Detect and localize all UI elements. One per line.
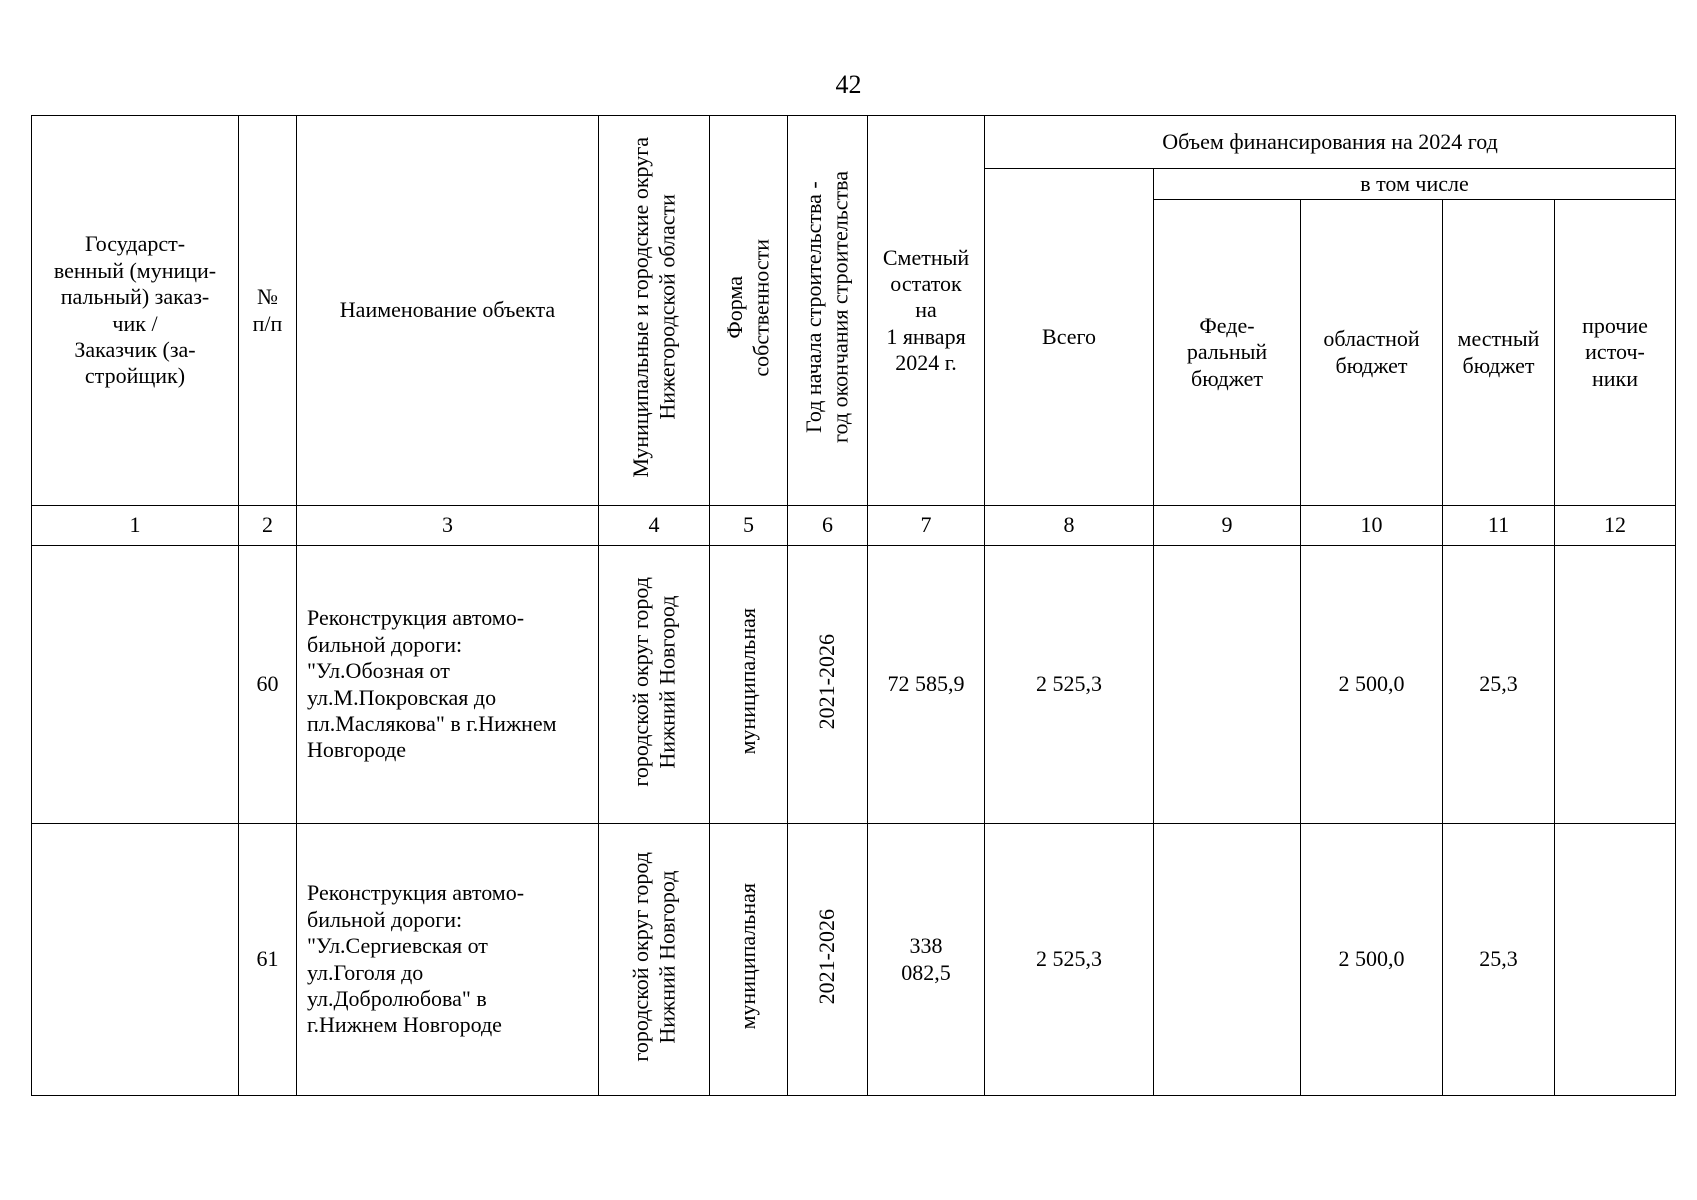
column-number: 1 <box>32 506 239 546</box>
row-customer <box>32 546 239 824</box>
table-row <box>32 546 1676 824</box>
column-number: 9 <box>1154 506 1301 546</box>
row-customer <box>32 824 239 1096</box>
row-ownership: муниципальная <box>710 546 788 824</box>
column-number: 4 <box>599 506 710 546</box>
row-estimate: 72 585,9 <box>868 546 985 824</box>
row-object-name: Реконструкция автомо- бильной дороги: "Ул.Обозная от ул.М.Покровская до пл.Маслякова" в г.Нижнем Новгороде <box>297 546 599 824</box>
row-other <box>1555 824 1676 1096</box>
row-object-name: Реконструкция автомо- бильной дороги: "Ул.Сергиевская от ул.Гоголя до ул.Добролюбова" в г.Нижнем Новгороде <box>297 824 599 1096</box>
header-number: № п/п <box>239 116 297 506</box>
header-customer: Государст- венный (муници- пальный) заказ- чик / Заказчик (за- стройщик) <box>32 116 239 506</box>
column-number: 5 <box>710 506 788 546</box>
header-district: Муниципальные и городские округа Нижегородской области <box>599 116 710 506</box>
column-number: 11 <box>1443 506 1555 546</box>
row-district: городской округ город Нижний Новгород <box>599 824 710 1096</box>
row-total: 2 525,3 <box>985 546 1154 824</box>
row-number: 61 <box>239 824 297 1096</box>
row-district: городской округ город Нижний Новгород <box>599 546 710 824</box>
row-total: 2 525,3 <box>985 824 1154 1096</box>
table-row <box>32 824 1676 1096</box>
row-regional: 2 500,0 <box>1301 546 1443 824</box>
header-object-name: Наименование объекта <box>297 116 599 506</box>
header-estimate: Сметный остаток на 1 января 2024 г. <box>868 116 985 506</box>
header-local: местный бюджет <box>1443 200 1555 506</box>
column-number-row <box>32 506 1676 546</box>
row-number: 60 <box>239 546 297 824</box>
row-local: 25,3 <box>1443 546 1555 824</box>
row-years: 2021-2026 <box>788 824 868 1096</box>
header-total: Всего <box>985 169 1154 506</box>
row-regional: 2 500,0 <box>1301 824 1443 1096</box>
header-other: прочие источ- ники <box>1555 200 1676 506</box>
financing-table <box>31 115 1676 1096</box>
header-federal: Феде- ральный бюджет <box>1154 200 1301 506</box>
column-number: 8 <box>985 506 1154 546</box>
header-regional: областной бюджет <box>1301 200 1443 506</box>
row-years: 2021-2026 <box>788 546 868 824</box>
row-federal <box>1154 546 1301 824</box>
header-years: Год начала строительства - год окончания строительства <box>788 116 868 506</box>
column-number: 12 <box>1555 506 1676 546</box>
header-including: в том числе <box>1154 169 1676 200</box>
row-estimate: 338 082,5 <box>868 824 985 1096</box>
row-other <box>1555 546 1676 824</box>
column-number: 6 <box>788 506 868 546</box>
page-number: 42 <box>835 70 862 99</box>
header-ownership: Форма собственности <box>710 116 788 506</box>
column-number: 10 <box>1301 506 1443 546</box>
row-federal <box>1154 824 1301 1096</box>
row-ownership: муниципальная <box>710 824 788 1096</box>
column-number: 2 <box>239 506 297 546</box>
row-local: 25,3 <box>1443 824 1555 1096</box>
column-number: 3 <box>297 506 599 546</box>
header-financing: Объем финансирования на 2024 год <box>985 116 1676 169</box>
header-row-1 <box>32 116 1676 169</box>
column-number: 7 <box>868 506 985 546</box>
